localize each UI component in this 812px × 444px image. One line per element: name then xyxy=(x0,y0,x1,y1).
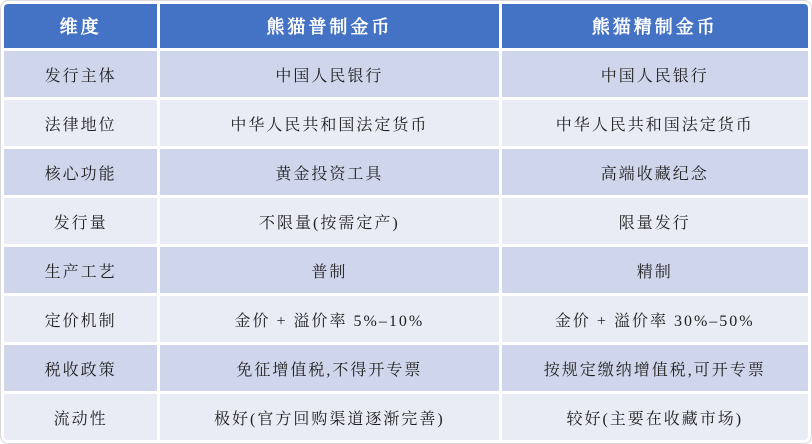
cell-proof-value: 中国人民银行 xyxy=(502,51,808,97)
table-row-legal-status xyxy=(4,100,808,146)
table-body xyxy=(4,51,808,440)
cell-dimension: 流动性 xyxy=(4,394,157,440)
cell-dimension: 法律地位 xyxy=(4,100,157,146)
cell-dimension: 发行量 xyxy=(4,198,157,244)
column-header-regular-coin: 熊猫普制金币 xyxy=(160,4,498,48)
table-row-tax-policy xyxy=(4,345,808,391)
cell-regular-value: 金价 + 溢价率 5%–10% xyxy=(160,296,498,342)
cell-dimension: 生产工艺 xyxy=(4,247,157,293)
table-row-pricing-mechanism xyxy=(4,296,808,342)
cell-dimension: 发行主体 xyxy=(4,51,157,97)
cell-proof-value: 金价 + 溢价率 30%–50% xyxy=(502,296,808,342)
cell-dimension: 税收政策 xyxy=(4,345,157,391)
cell-proof-value: 限量发行 xyxy=(502,198,808,244)
cell-proof-value: 精制 xyxy=(502,247,808,293)
cell-regular-value: 普制 xyxy=(160,247,498,293)
column-header-dimension: 维度 xyxy=(4,4,157,48)
table-row-liquidity xyxy=(4,394,808,440)
cell-regular-value: 不限量(按需定产) xyxy=(160,198,498,244)
header-row xyxy=(4,4,808,48)
table-row-core-function xyxy=(4,149,808,195)
cell-regular-value: 免征增值税,不得开专票 xyxy=(160,345,498,391)
table-row-production-process xyxy=(4,247,808,293)
table-row-mintage xyxy=(4,198,808,244)
comparison-table xyxy=(1,1,811,443)
cell-dimension: 定价机制 xyxy=(4,296,157,342)
cell-dimension: 核心功能 xyxy=(4,149,157,195)
cell-regular-value: 极好(官方回购渠道逐渐完善) xyxy=(160,394,498,440)
cell-regular-value: 中国人民银行 xyxy=(160,51,498,97)
table-header xyxy=(4,4,808,48)
table-row-issuer xyxy=(4,51,808,97)
cell-proof-value: 较好(主要在收藏市场) xyxy=(502,394,808,440)
cell-proof-value: 高端收藏纪念 xyxy=(502,149,808,195)
cell-proof-value: 中华人民共和国法定货币 xyxy=(502,100,808,146)
cell-proof-value: 按规定缴纳增值税,可开专票 xyxy=(502,345,808,391)
column-header-proof-coin: 熊猫精制金币 xyxy=(502,4,808,48)
cell-regular-value: 中华人民共和国法定货币 xyxy=(160,100,498,146)
cell-regular-value: 黄金投资工具 xyxy=(160,149,498,195)
